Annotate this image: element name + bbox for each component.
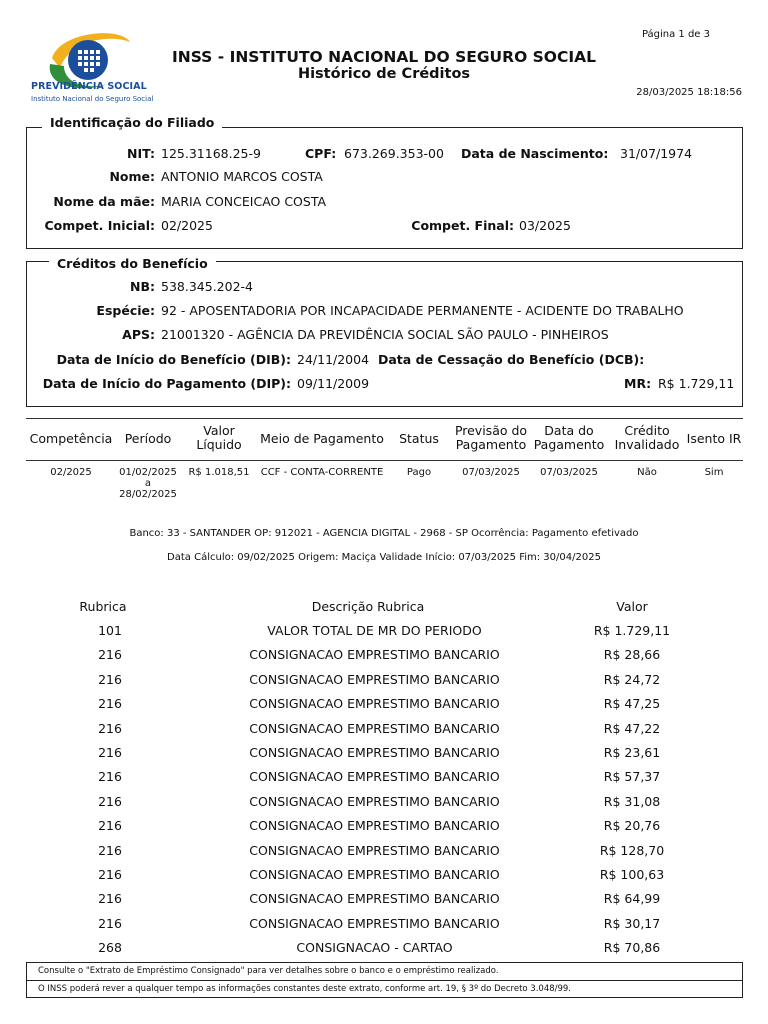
list-item xyxy=(0,818,768,842)
payment-bank-info: Banco: 33 - SANTANDER OP: 912021 - AGENCIA DIGITAL - 2968 - SP Ocorrência: Pagamento efetivado xyxy=(129,528,639,539)
descricao-header: Descrição Rubrica xyxy=(311,599,425,614)
beneficio-legend: Créditos do Benefício xyxy=(49,256,216,271)
rubrica-value: R$ 31,08 xyxy=(603,793,661,809)
rubrica-description: CONSIGNACAO EMPRESTIMO BANCARIO xyxy=(249,769,500,785)
generated-datetime: 28/03/2025 18:18:56 xyxy=(636,87,742,98)
rubrica-code: 216 xyxy=(98,793,122,809)
rubrica-value: R$ 47,25 xyxy=(603,696,661,712)
list-item xyxy=(0,769,768,793)
mr-value: R$ 1.729,11 xyxy=(658,376,735,391)
rubrica-description: CONSIGNACAO EMPRESTIMO BANCARIO xyxy=(249,745,500,760)
row-periodo: 01/02/2025 a 28/02/2025 xyxy=(119,467,177,500)
logo-subtitle-text: Instituto Nacional do Seguro Social xyxy=(31,95,154,103)
nb-value: 538.345.202-4 xyxy=(161,279,253,294)
list-item xyxy=(0,867,768,891)
row-credito: Não xyxy=(637,467,657,478)
rubrica-value: R$ 64,99 xyxy=(603,891,661,907)
compet-final-label: Compet. Final: xyxy=(411,218,514,233)
logo-brand-text: PREVIDÊNCIA SOCIAL xyxy=(31,81,147,92)
rubrica-code: 216 xyxy=(98,818,122,834)
dib-value: 24/11/2004 xyxy=(297,352,370,367)
rubrica-value: R$ 1.729,11 xyxy=(593,623,671,638)
row-valor: R$ 1.018,51 xyxy=(188,467,250,478)
footer-notes xyxy=(26,962,743,998)
rubrica-description: CONSIGNACAO EMPRESTIMO BANCARIO xyxy=(249,671,500,687)
aps-label: APS: xyxy=(122,327,155,342)
col-meio-pagamento: Meio de Pagamento xyxy=(260,431,384,446)
nb-label: NB: xyxy=(130,279,155,294)
list-item xyxy=(0,696,768,720)
list-item xyxy=(0,647,768,671)
rubrica-code: 216 xyxy=(98,745,122,760)
nit-field: NIT: xyxy=(127,146,155,161)
rubrica-value: R$ 128,70 xyxy=(599,842,665,858)
rubrica-value: R$ 70,86 xyxy=(603,940,661,956)
rubrica-code: 216 xyxy=(98,647,122,663)
rubrica-description: CONSIGNACAO EMPRESTIMO BANCARIO xyxy=(249,720,500,736)
list-item xyxy=(0,794,768,818)
list-item xyxy=(0,623,768,647)
col-data-pagamento: Data do Pagamento xyxy=(533,423,605,452)
table-header-rule xyxy=(26,460,743,461)
col-previsao-pagamento: Previsão do Pagamento xyxy=(454,423,528,452)
rubrica-description: VALOR TOTAL DE MR DO PERIODO xyxy=(267,623,482,638)
rubrica-description: CONSIGNACAO EMPRESTIMO BANCARIO xyxy=(249,842,500,858)
rubrica-description: CONSIGNACAO EMPRESTIMO BANCARIO xyxy=(249,891,500,907)
rubrica-value: R$ 47,22 xyxy=(603,720,661,736)
rubrica-value: R$ 28,66 xyxy=(603,647,661,663)
rubrica-code: 268 xyxy=(98,940,122,956)
rubrica-description: CONSIGNACAO EMPRESTIMO BANCARIO xyxy=(249,915,500,931)
rubrica-code: 216 xyxy=(98,769,122,785)
list-item xyxy=(0,843,768,867)
cpf-value: 673.269.353-00 xyxy=(344,146,444,161)
name-label: Nome: xyxy=(109,169,155,184)
col-credito-invalidado: Crédito Invalidado xyxy=(614,423,680,452)
footer-note-inss: O INSS poderá rever a qualquer tempo as informações constantes deste extrato, conforme art. 19, § 3º do Decreto 3.048/99. xyxy=(27,980,742,997)
rubrica-value: R$ 23,61 xyxy=(603,745,661,760)
list-item xyxy=(0,672,768,696)
compet-inicial-label: Compet. Inicial: xyxy=(44,218,155,233)
row-data: 07/03/2025 xyxy=(540,467,598,478)
valor-header: Valor xyxy=(616,599,648,614)
rubrica-value: R$ 24,72 xyxy=(603,671,661,687)
col-competencia: Competência xyxy=(29,431,113,446)
payment-calc-info: Data Cálculo: 09/02/2025 Origem: Maciça Validade Início: 07/03/2025 Fim: 30/04/2025 xyxy=(167,552,601,563)
col-valor-liquido: Valor Líquido xyxy=(196,423,242,452)
rubrica-code: 216 xyxy=(98,867,122,882)
filiado-legend: Identificação do Filiado xyxy=(42,115,222,130)
table-top-rule xyxy=(26,418,743,419)
rubrica-description: CONSIGNACAO - CARTAO xyxy=(296,940,453,956)
row-competencia: 02/2025 xyxy=(50,467,92,478)
dib-label: Data de Início do Benefício (DIB): xyxy=(56,352,291,367)
dip-value: 09/11/2009 xyxy=(297,376,370,391)
cpf-label: CPF: xyxy=(305,146,337,161)
document-subtitle: Histórico de Créditos xyxy=(297,66,471,82)
dip-label: Data de Início do Pagamento (DIP): xyxy=(42,376,291,391)
row-previsao: 07/03/2025 xyxy=(462,467,520,478)
rubrica-description: CONSIGNACAO EMPRESTIMO BANCARIO xyxy=(249,696,500,712)
col-periodo: Período xyxy=(124,431,172,446)
nit-value: 125.31168.25-9 xyxy=(161,146,261,161)
rubrica-description: CONSIGNACAO EMPRESTIMO BANCARIO xyxy=(249,793,500,809)
row-meio: CCF - CONTA-CORRENTE xyxy=(260,467,384,478)
page-indicator: Página 1 de 3 xyxy=(641,29,710,40)
birthdate-label: Data de Nascimento: xyxy=(461,146,609,161)
rubrica-description: CONSIGNACAO EMPRESTIMO BANCARIO xyxy=(249,647,500,663)
rubrica-code: 101 xyxy=(98,623,122,638)
rubrica-value: R$ 100,63 xyxy=(599,867,665,882)
rubrica-code: 216 xyxy=(98,891,122,907)
row-status: Pago xyxy=(406,467,432,478)
rubrica-value: R$ 20,76 xyxy=(603,818,661,834)
mother-name-value: MARIA CONCEICAO COSTA xyxy=(161,194,327,209)
col-isento-ir: Isento IR xyxy=(686,431,742,446)
rubrica-code: 216 xyxy=(98,720,122,736)
list-item xyxy=(0,916,768,940)
row-isento: Sim xyxy=(704,467,724,478)
list-item xyxy=(0,891,768,915)
compet-inicial-value: 02/2025 xyxy=(161,218,213,233)
document-title: INSS - INSTITUTO NACIONAL DO SEGURO SOCIAL xyxy=(171,48,597,66)
especie-label: Espécie: xyxy=(96,303,155,318)
rubrica-description: CONSIGNACAO EMPRESTIMO BANCARIO xyxy=(249,867,500,882)
name-value: ANTONIO MARCOS COSTA xyxy=(161,169,323,184)
rubrica-value: R$ 57,37 xyxy=(603,769,661,785)
rubrica-code: 216 xyxy=(98,842,122,858)
list-item xyxy=(0,745,768,769)
rubrica-description: CONSIGNACAO EMPRESTIMO BANCARIO xyxy=(249,818,500,834)
col-status: Status xyxy=(399,431,439,446)
rubrica-value: R$ 30,17 xyxy=(603,915,661,931)
rubrica-code: 216 xyxy=(98,915,122,931)
aps-value: 21001320 - AGÊNCIA DA PREVIDÊNCIA SOCIAL SÃO PAULO - PINHEIROS xyxy=(161,327,609,342)
dcb-label: Data de Cessação do Benefício (DCB): xyxy=(378,352,645,367)
list-item xyxy=(0,721,768,745)
footer-note-consignado: Consulte o "Extrato de Empréstimo Consignado" para ver detalhes sobre o banco e o empréstimo realizado. xyxy=(38,966,499,976)
birthdate-value: 31/07/1974 xyxy=(620,146,693,161)
rubrica-header: Rubrica xyxy=(79,599,127,614)
mr-label: MR: xyxy=(624,376,652,391)
compet-final-value: 03/2025 xyxy=(519,218,571,233)
mother-name-label: Nome da mãe: xyxy=(53,194,155,209)
rubrica-code: 216 xyxy=(98,696,122,712)
especie-value: 92 - APOSENTADORIA POR INCAPACIDADE PERMANENTE - ACIDENTE DO TRABALHO xyxy=(161,303,684,318)
rubrica-code: 216 xyxy=(98,671,122,687)
list-item xyxy=(0,940,768,964)
